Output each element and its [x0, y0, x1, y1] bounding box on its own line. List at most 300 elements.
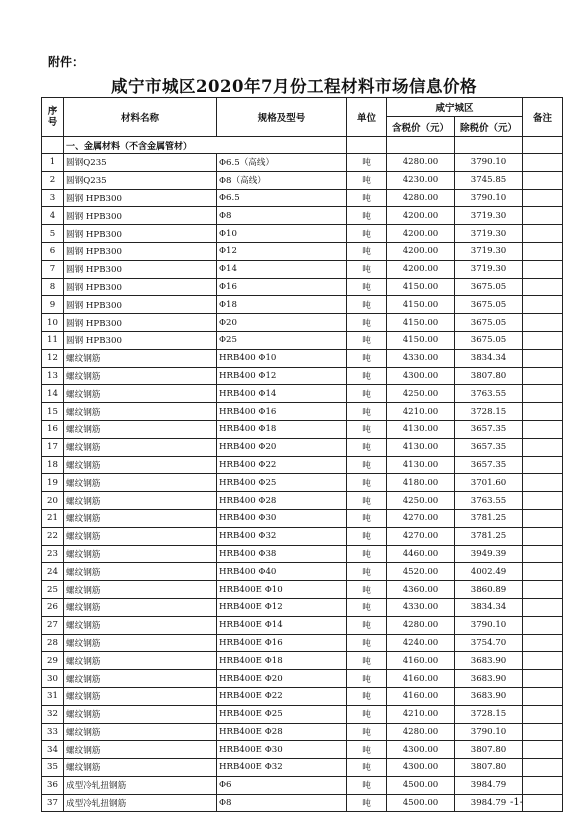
unit: 吨 [347, 189, 387, 207]
row-no: 28 [42, 634, 64, 652]
unit: 吨 [347, 474, 387, 492]
unit: 吨 [347, 296, 387, 314]
material-name: 螺纹钢筋 [64, 616, 217, 634]
price-tax-excluded: 3719.30 [455, 225, 523, 243]
spec-model: HRB400E Φ14 [217, 616, 347, 634]
price-tax-included: 4150.00 [387, 331, 455, 349]
price-tax-included: 4150.00 [387, 278, 455, 296]
row-no: 7 [42, 260, 64, 278]
spec-model: HRB400E Φ30 [217, 741, 347, 759]
price-tax-excluded: 3834.34 [455, 598, 523, 616]
price-tax-excluded: 3728.15 [455, 403, 523, 421]
price-tax-excluded: 3719.30 [455, 207, 523, 225]
price-tax-excluded: 3675.05 [455, 278, 523, 296]
spec-model: HRB400 Φ40 [217, 563, 347, 581]
price-tax-excluded: 3728.15 [455, 705, 523, 723]
unit: 吨 [347, 616, 387, 634]
row-no: 15 [42, 403, 64, 421]
remark [523, 634, 563, 652]
price-tax-included: 4280.00 [387, 723, 455, 741]
header-spec: 规格及型号 [217, 98, 347, 137]
table-row [42, 687, 563, 705]
spec-model: HRB400E Φ28 [217, 723, 347, 741]
table-row [42, 509, 563, 527]
price-tax-included: 4200.00 [387, 260, 455, 278]
table-row [42, 581, 563, 599]
remark [523, 687, 563, 705]
price-tax-included: 4230.00 [387, 171, 455, 189]
row-no: 18 [42, 456, 64, 474]
unit: 吨 [347, 563, 387, 581]
price-tax-included: 4160.00 [387, 687, 455, 705]
price-tax-included: 4460.00 [387, 545, 455, 563]
spec-model: Φ8（高线） [217, 171, 347, 189]
remark [523, 278, 563, 296]
price-tax-excluded: 3790.10 [455, 616, 523, 634]
remark [523, 296, 563, 314]
spec-model: HRB400E Φ25 [217, 705, 347, 723]
remark [523, 741, 563, 759]
row-no: 21 [42, 509, 64, 527]
row-no: 35 [42, 759, 64, 777]
price-tax-included: 4130.00 [387, 438, 455, 456]
spec-model: HRB400 Φ16 [217, 403, 347, 421]
table-row [42, 438, 563, 456]
spec-model: Φ16 [217, 278, 347, 296]
remark [523, 171, 563, 189]
spec-model: HRB400 Φ25 [217, 474, 347, 492]
material-name: 成型冷轧扭钢筋 [64, 776, 217, 794]
unit: 吨 [347, 527, 387, 545]
header-name: 材料名称 [64, 98, 217, 137]
price-tax-excluded: 4002.49 [455, 563, 523, 581]
price-tax-included: 4280.00 [387, 616, 455, 634]
table-row [42, 598, 563, 616]
price-tax-excluded: 3860.89 [455, 581, 523, 599]
remark [523, 154, 563, 172]
price-table [41, 97, 563, 812]
unit: 吨 [347, 207, 387, 225]
remark [523, 527, 563, 545]
material-name: 圆钢 HPB300 [64, 225, 217, 243]
table-row [42, 759, 563, 777]
table-row [42, 634, 563, 652]
price-tax-included: 4500.00 [387, 776, 455, 794]
table-row [42, 545, 563, 563]
price-tax-excluded: 3701.60 [455, 474, 523, 492]
material-name: 圆钢 HPB300 [64, 278, 217, 296]
row-no: 5 [42, 225, 64, 243]
unit: 吨 [347, 634, 387, 652]
material-name: 螺纹钢筋 [64, 367, 217, 385]
remark [523, 794, 563, 812]
price-tax-excluded: 3807.80 [455, 759, 523, 777]
unit: 吨 [347, 438, 387, 456]
row-no: 27 [42, 616, 64, 634]
unit: 吨 [347, 456, 387, 474]
unit: 吨 [347, 278, 387, 296]
spec-model: Φ6 [217, 776, 347, 794]
price-tax-excluded: 3790.10 [455, 189, 523, 207]
table-row [42, 331, 563, 349]
remark [523, 492, 563, 510]
unit: 吨 [347, 794, 387, 812]
unit: 吨 [347, 687, 387, 705]
remark [523, 670, 563, 688]
row-no: 2 [42, 171, 64, 189]
spec-model: Φ20 [217, 314, 347, 332]
unit: 吨 [347, 367, 387, 385]
material-name: 螺纹钢筋 [64, 527, 217, 545]
row-no: 22 [42, 527, 64, 545]
remark [523, 598, 563, 616]
row-no: 32 [42, 705, 64, 723]
unit: 吨 [347, 545, 387, 563]
row-no: 1 [42, 154, 64, 172]
price-tax-excluded: 3984.79 [455, 794, 523, 812]
category-no-cell [42, 137, 64, 154]
unit: 吨 [347, 260, 387, 278]
spec-model: HRB400E Φ18 [217, 652, 347, 670]
row-no: 13 [42, 367, 64, 385]
price-tax-included: 4330.00 [387, 598, 455, 616]
table-row [42, 741, 563, 759]
material-name: 螺纹钢筋 [64, 705, 217, 723]
remark [523, 705, 563, 723]
unit: 吨 [347, 242, 387, 260]
spec-model: Φ18 [217, 296, 347, 314]
price-tax-included: 4150.00 [387, 314, 455, 332]
material-name: 螺纹钢筋 [64, 598, 217, 616]
unit: 吨 [347, 759, 387, 777]
price-tax-included: 4210.00 [387, 403, 455, 421]
table-row [42, 225, 563, 243]
price-tax-included: 4280.00 [387, 189, 455, 207]
material-name: 螺纹钢筋 [64, 438, 217, 456]
table-row [42, 171, 563, 189]
spec-model: Φ8 [217, 207, 347, 225]
spec-model: HRB400 Φ22 [217, 456, 347, 474]
unit: 吨 [347, 154, 387, 172]
spec-model: Φ25 [217, 331, 347, 349]
price-tax-excluded: 3719.30 [455, 242, 523, 260]
spec-model: HRB400 Φ14 [217, 385, 347, 403]
price-tax-included: 4130.00 [387, 456, 455, 474]
row-no: 34 [42, 741, 64, 759]
price-tax-excluded: 3763.55 [455, 385, 523, 403]
price-tax-included: 4160.00 [387, 652, 455, 670]
page-number: -1- [510, 797, 524, 808]
unit: 吨 [347, 331, 387, 349]
unit: 吨 [347, 776, 387, 794]
remark [523, 563, 563, 581]
remark [523, 189, 563, 207]
table-row [42, 189, 563, 207]
row-no: 25 [42, 581, 64, 599]
price-tax-excluded: 3781.25 [455, 527, 523, 545]
material-name: 螺纹钢筋 [64, 509, 217, 527]
table-row [42, 670, 563, 688]
unit: 吨 [347, 741, 387, 759]
price-tax-excluded: 3675.05 [455, 331, 523, 349]
material-name: 圆钢 HPB300 [64, 314, 217, 332]
price-tax-included: 4160.00 [387, 670, 455, 688]
remark [523, 349, 563, 367]
table-row [42, 367, 563, 385]
price-tax-included: 4180.00 [387, 474, 455, 492]
remark [523, 616, 563, 634]
unit: 吨 [347, 420, 387, 438]
spec-model: Φ8 [217, 794, 347, 812]
header-tax-excl: 除税价（元） [455, 117, 523, 137]
unit: 吨 [347, 492, 387, 510]
table-row [42, 776, 563, 794]
spec-model: HRB400 Φ38 [217, 545, 347, 563]
unit: 吨 [347, 225, 387, 243]
material-name: 螺纹钢筋 [64, 687, 217, 705]
remark [523, 403, 563, 421]
remark [523, 438, 563, 456]
material-name: 螺纹钢筋 [64, 634, 217, 652]
row-no: 12 [42, 349, 64, 367]
price-tax-excluded: 3745.85 [455, 171, 523, 189]
table-row [42, 296, 563, 314]
remark [523, 509, 563, 527]
price-tax-excluded: 3790.10 [455, 723, 523, 741]
price-tax-included: 4270.00 [387, 527, 455, 545]
category-label: 一、金属材料（不含金属管材） [64, 137, 347, 154]
spec-model: HRB400 Φ18 [217, 420, 347, 438]
table-row [42, 652, 563, 670]
material-name: 螺纹钢筋 [64, 420, 217, 438]
table-row [42, 403, 563, 421]
spec-model: HRB400E Φ32 [217, 759, 347, 777]
row-no: 10 [42, 314, 64, 332]
price-tax-excluded: 3657.35 [455, 438, 523, 456]
remark [523, 260, 563, 278]
material-name: 螺纹钢筋 [64, 474, 217, 492]
row-no: 17 [42, 438, 64, 456]
spec-model: HRB400 Φ10 [217, 349, 347, 367]
spec-model: HRB400 Φ20 [217, 438, 347, 456]
material-name: 螺纹钢筋 [64, 563, 217, 581]
price-tax-excluded: 3657.35 [455, 456, 523, 474]
header-region: 咸宁城区 [387, 98, 523, 117]
material-name: 螺纹钢筋 [64, 385, 217, 403]
table-row [42, 527, 563, 545]
table-row [42, 723, 563, 741]
remark [523, 367, 563, 385]
price-tax-excluded: 3675.05 [455, 296, 523, 314]
spec-model: HRB400 Φ12 [217, 367, 347, 385]
unit: 吨 [347, 314, 387, 332]
material-name: 圆钢 HPB300 [64, 260, 217, 278]
material-name: 成型冷轧扭钢筋 [64, 794, 217, 812]
unit: 吨 [347, 171, 387, 189]
spec-model: Φ6.5（高线） [217, 154, 347, 172]
row-no: 9 [42, 296, 64, 314]
price-tax-excluded: 3781.25 [455, 509, 523, 527]
unit: 吨 [347, 670, 387, 688]
attachment-label: 附件： [48, 55, 85, 69]
row-no: 19 [42, 474, 64, 492]
unit: 吨 [347, 581, 387, 599]
price-tax-included: 4300.00 [387, 741, 455, 759]
remark [523, 723, 563, 741]
spec-model: HRB400E Φ10 [217, 581, 347, 599]
price-tax-excluded: 3807.80 [455, 367, 523, 385]
material-name: 螺纹钢筋 [64, 492, 217, 510]
table-row [42, 616, 563, 634]
row-no: 26 [42, 598, 64, 616]
price-tax-included: 4520.00 [387, 563, 455, 581]
table-row [42, 260, 563, 278]
material-name: 圆钢 HPB300 [64, 189, 217, 207]
remark [523, 314, 563, 332]
spec-model: Φ12 [217, 242, 347, 260]
row-no: 33 [42, 723, 64, 741]
remark [523, 581, 563, 599]
material-name: 圆钢Q235 [64, 154, 217, 172]
material-name: 螺纹钢筋 [64, 759, 217, 777]
remark [523, 242, 563, 260]
spec-model: Φ6.5 [217, 189, 347, 207]
remark [523, 776, 563, 794]
price-tax-included: 4300.00 [387, 759, 455, 777]
category-cell [387, 137, 455, 154]
row-no: 3 [42, 189, 64, 207]
spec-model: HRB400E Φ12 [217, 598, 347, 616]
row-no: 8 [42, 278, 64, 296]
material-name: 螺纹钢筋 [64, 545, 217, 563]
row-no: 24 [42, 563, 64, 581]
price-tax-included: 4330.00 [387, 349, 455, 367]
unit: 吨 [347, 349, 387, 367]
row-no: 20 [42, 492, 64, 510]
unit: 吨 [347, 598, 387, 616]
material-name: 圆钢 HPB300 [64, 296, 217, 314]
material-name: 圆钢Q235 [64, 171, 217, 189]
spec-model: Φ14 [217, 260, 347, 278]
price-tax-included: 4130.00 [387, 420, 455, 438]
unit: 吨 [347, 509, 387, 527]
unit: 吨 [347, 723, 387, 741]
remark [523, 545, 563, 563]
remark [523, 331, 563, 349]
material-name: 螺纹钢筋 [64, 349, 217, 367]
remark [523, 385, 563, 403]
table-row [42, 349, 563, 367]
price-tax-included: 4500.00 [387, 794, 455, 812]
unit: 吨 [347, 403, 387, 421]
spec-model: HRB400 Φ32 [217, 527, 347, 545]
price-tax-included: 4270.00 [387, 509, 455, 527]
price-tax-excluded: 3675.05 [455, 314, 523, 332]
category-cell [455, 137, 523, 154]
unit: 吨 [347, 705, 387, 723]
price-tax-excluded: 3790.10 [455, 154, 523, 172]
table-row [42, 385, 563, 403]
spec-model: HRB400 Φ28 [217, 492, 347, 510]
table-row [42, 242, 563, 260]
spec-model: HRB400E Φ20 [217, 670, 347, 688]
table-row [42, 474, 563, 492]
material-name: 圆钢 HPB300 [64, 207, 217, 225]
remark [523, 652, 563, 670]
remark [523, 456, 563, 474]
material-name: 螺纹钢筋 [64, 723, 217, 741]
header-remark: 备注 [523, 98, 563, 137]
table-row [42, 420, 563, 438]
row-no: 29 [42, 652, 64, 670]
row-no: 6 [42, 242, 64, 260]
remark [523, 225, 563, 243]
price-tax-excluded: 3683.90 [455, 687, 523, 705]
remark [523, 474, 563, 492]
price-tax-included: 4360.00 [387, 581, 455, 599]
material-name: 螺纹钢筋 [64, 741, 217, 759]
table-row [42, 492, 563, 510]
material-name: 圆钢 HPB300 [64, 242, 217, 260]
material-name: 螺纹钢筋 [64, 652, 217, 670]
table-row [42, 794, 563, 812]
header-unit: 单位 [347, 98, 387, 137]
remark [523, 207, 563, 225]
row-no: 31 [42, 687, 64, 705]
material-name: 螺纹钢筋 [64, 403, 217, 421]
material-name: 螺纹钢筋 [64, 581, 217, 599]
row-no: 37 [42, 794, 64, 812]
row-no: 4 [42, 207, 64, 225]
price-tax-included: 4300.00 [387, 367, 455, 385]
price-tax-included: 4250.00 [387, 492, 455, 510]
row-no: 30 [42, 670, 64, 688]
price-tax-excluded: 3763.55 [455, 492, 523, 510]
price-tax-excluded: 3949.39 [455, 545, 523, 563]
price-tax-excluded: 3657.35 [455, 420, 523, 438]
row-no: 16 [42, 420, 64, 438]
table-row [42, 154, 563, 172]
row-no: 11 [42, 331, 64, 349]
price-tax-excluded: 3834.34 [455, 349, 523, 367]
material-name: 螺纹钢筋 [64, 670, 217, 688]
price-tax-excluded: 3984.79 [455, 776, 523, 794]
material-name: 圆钢 HPB300 [64, 331, 217, 349]
spec-model: HRB400 Φ30 [217, 509, 347, 527]
table-row [42, 705, 563, 723]
page-title: 咸宁市城区2020年7月份工程材料市场信息价格 [111, 77, 477, 96]
header-no: 序号 [42, 98, 64, 137]
price-tax-included: 4250.00 [387, 385, 455, 403]
price-tax-included: 4200.00 [387, 225, 455, 243]
remark [523, 759, 563, 777]
price-tax-included: 4210.00 [387, 705, 455, 723]
category-cell [347, 137, 387, 154]
material-name: 螺纹钢筋 [64, 456, 217, 474]
header-tax-incl: 含税价（元） [387, 117, 455, 137]
category-cell [523, 137, 563, 154]
table-row [42, 207, 563, 225]
remark [523, 420, 563, 438]
price-tax-included: 4200.00 [387, 242, 455, 260]
price-tax-excluded: 3683.90 [455, 652, 523, 670]
price-tax-included: 4200.00 [387, 207, 455, 225]
row-no: 36 [42, 776, 64, 794]
table-row [42, 314, 563, 332]
price-tax-excluded: 3683.90 [455, 670, 523, 688]
price-tax-excluded: 3719.30 [455, 260, 523, 278]
unit: 吨 [347, 652, 387, 670]
